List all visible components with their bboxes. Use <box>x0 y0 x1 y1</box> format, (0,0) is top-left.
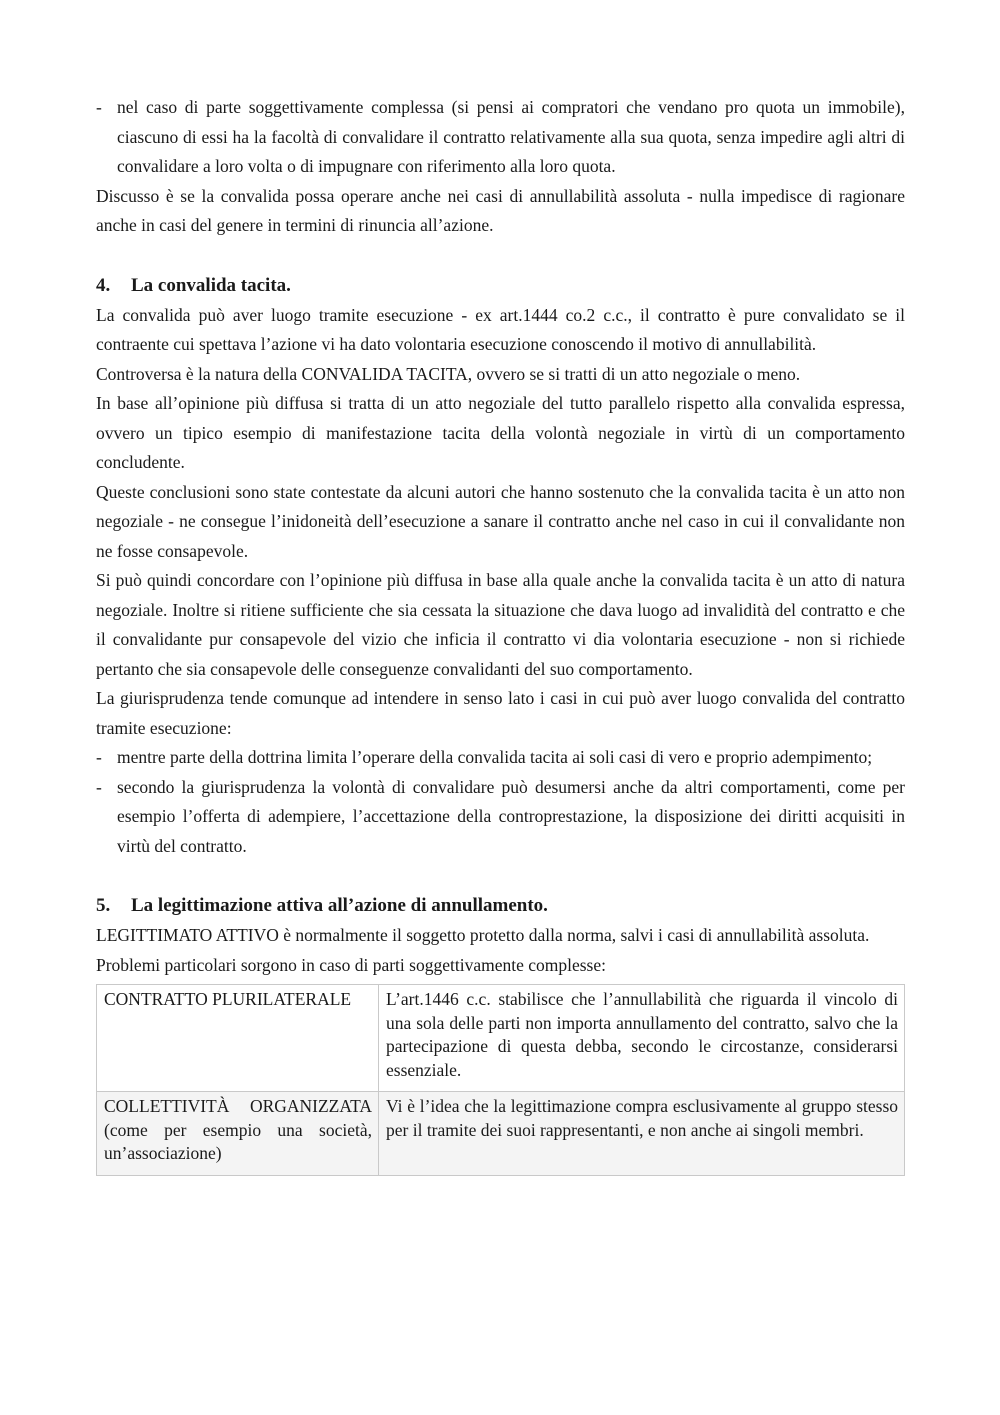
list-item: - mentre parte della dottrina limita l’operare della convalida tacita ai soli casi di vero e proprio adempimento; <box>96 743 905 773</box>
section-number: 4. <box>96 274 111 296</box>
section-number: 5. <box>96 895 111 916</box>
list-item: - secondo la giurisprudenza la volontà di convalidare può desumersi anche da altri comportamenti, come per esempio l’offerta di adempiere, l’accettazione della controprestazione, la disposizione dei diritti acquisiti in virtù del contratto. <box>96 773 905 862</box>
table-cell-term: CONTRATTO PLURILATERALE <box>97 985 379 1092</box>
section-title: La legittimazione attiva all’azione di annullamento. <box>131 895 548 916</box>
table-row <box>97 985 905 1092</box>
paragraph: Discusso è se la convalida possa operare anche nei casi di annullabilità assoluta - nulla impedisce di ragionare anche in casi del genere in termini di rinuncia all’azione. <box>96 185 905 235</box>
document-page <box>96 93 905 1176</box>
section-title: La convalida tacita. <box>131 274 291 296</box>
paragraph: La giurisprudenza tende comunque ad intendere in senso lato i casi in cui può aver luogo convalida del contratto tramite esecuzione: <box>96 688 905 738</box>
section-heading <box>96 891 905 921</box>
paragraph: In base all’opinione più diffusa si tratta di un atto negoziale del tutto parallelo rispetto alla convalida espressa, ovvero un tipico esempio di manifestazione tacita della volontà negoziale in virtù di un comportamento concludente. <box>96 393 905 472</box>
paragraph: LEGITTIMATO ATTIVO è normalmente il soggetto protetto dalla norma, salvi i casi di annullabilità assoluta. <box>96 925 870 945</box>
section4-list <box>96 743 905 861</box>
table-cell-term: COLLETTIVITÀ ORGANIZZATA (come per esempio una società, un’associazione) <box>97 1092 379 1176</box>
paragraph: Problemi particolari sorgono in caso di parti soggettivamente complesse: <box>96 954 606 975</box>
table-cell-text: Vi è l’idea che la legittimazione compra esclusivamente al gruppo stesso per il tramite dei suoi rappresentanti, e non anche ai singoli membri. <box>379 1092 905 1176</box>
section-heading <box>96 271 905 301</box>
parties-table <box>96 984 905 1176</box>
intro-list <box>96 93 905 182</box>
table-cell-text: L’art.1446 c.c. stabilisce che l’annullabilità che riguarda il vincolo di una sola delle parti non importa annullamento del contratto, salvo che la partecipazione di questa debba, secondo le circostanze, considerarsi essenziale. <box>379 985 905 1092</box>
paragraph: La convalida può aver luogo tramite esecuzione - ex art.1444 co.2 c.c., il contratto è pure convalidato se il contraente cui spettava l’azione vi ha dato volontaria esecuzione conoscendo il motivo di annullabilità. <box>96 304 905 354</box>
paragraph: Si può quindi concordare con l’opinione più diffusa in base alla quale anche la convalida tacita è un atto di natura negoziale. Inoltre si ritiene sufficiente che sia cessata la situazione che dava luogo ad invalidità del contratto e che il convalidante pur consapevole del vizio che inficia il contratto vi dia volontaria esecuzione - non si richiede pertanto che sia consapevole delle conseguenze convalidanti del suo comportamento. <box>96 570 905 679</box>
table-row <box>97 1092 905 1176</box>
paragraph: Controversa è la natura della CONVALIDA TACITA, ovvero se si tratti di un atto negoziale o meno. <box>96 363 801 384</box>
paragraph: Queste conclusioni sono state contestate da alcuni autori che hanno sostenuto che la convalida tacita è un atto non negoziale - ne consegue l’inidoneità dell’esecuzione a sanare il contratto anche nel caso in cui il convalidante non ne fosse consapevole. <box>96 481 905 561</box>
list-item: - nel caso di parte soggettivamente complessa (si pensi ai compratori che vendano pro quota un immobile), ciascuno di essi ha la facoltà di convalidare il contratto relativamente alla sua quota, senza impedire agli altri di convalidare a loro volta o di impugnare con riferimento alla loro quota. <box>96 93 905 182</box>
